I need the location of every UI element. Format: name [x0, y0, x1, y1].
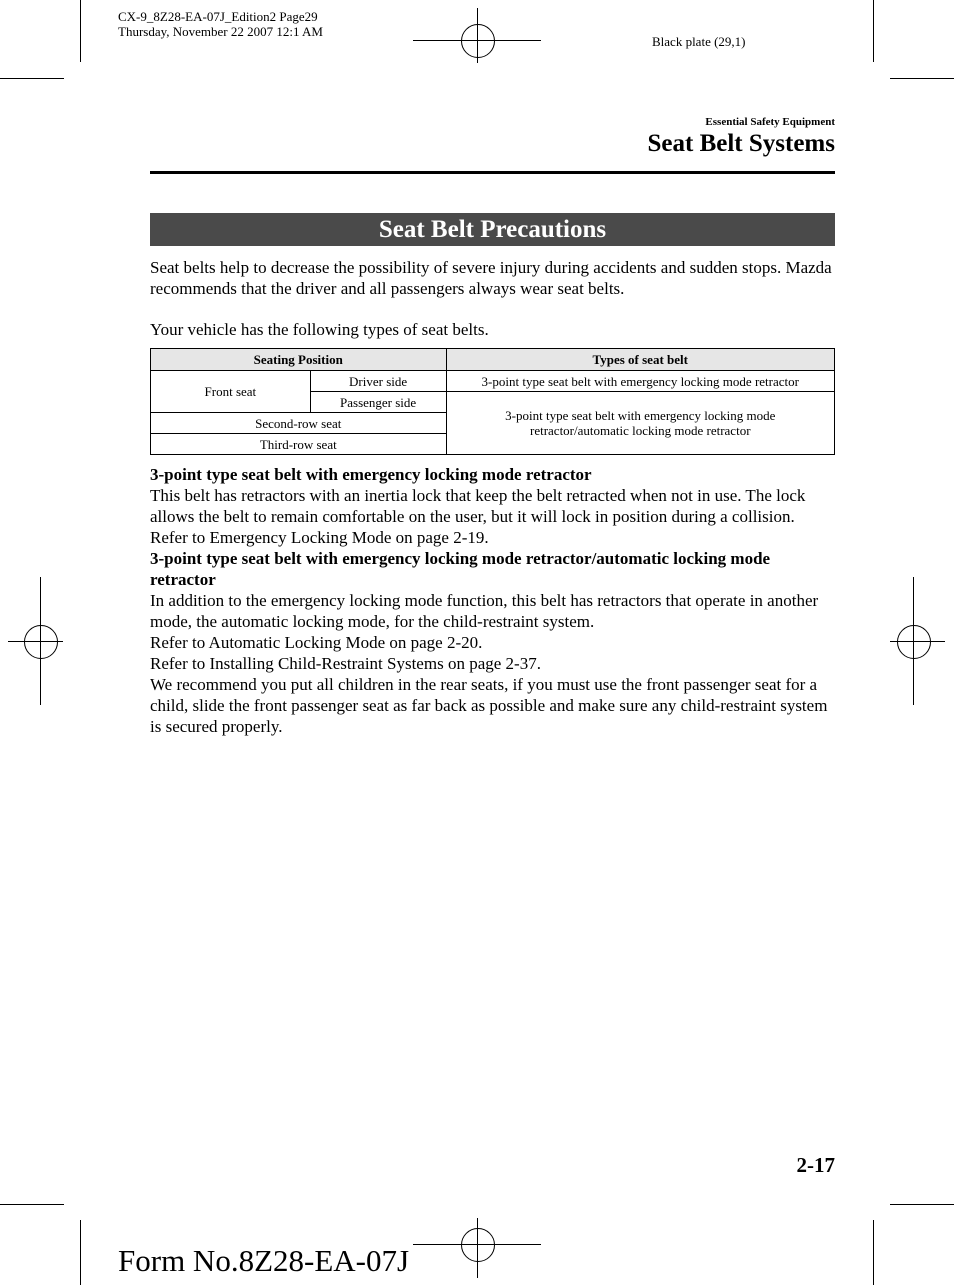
crop-mark — [80, 1220, 81, 1285]
heading-elr-alr: 3-point type seat belt with emergency locking mode retractor/automatic locking mode retractor — [150, 549, 771, 589]
cell-type-elr: 3-point type seat belt with emergency locking mode retractor — [446, 371, 834, 392]
seat-belt-table — [150, 348, 835, 455]
table-row — [151, 371, 835, 392]
crop-mark — [80, 0, 81, 62]
cell-second-row: Second-row seat — [151, 413, 447, 434]
title-rule — [150, 171, 835, 174]
crop-mark — [0, 78, 64, 79]
print-header — [118, 9, 323, 39]
crop-mark — [890, 1204, 954, 1205]
reference-link-child-restraint: Refer to Installing Child-Restraint Systems on page 2-37. — [150, 654, 541, 673]
cell-passenger-side: Passenger side — [310, 392, 446, 413]
heading-elr: 3-point type seat belt with emergency locking mode retractor — [150, 465, 592, 484]
cell-driver-side: Driver side — [310, 371, 446, 392]
content-text — [150, 464, 840, 737]
paragraph: This belt has retractors with an inertia lock that keep the belt retracted when not in use. The lock allows the belt to remain comfortable on the user, but it will lock in position during a collision. — [150, 486, 806, 526]
reference-link-automatic-locking: Refer to Automatic Locking Mode on page 2-20. — [150, 633, 483, 652]
precautions-banner: Seat Belt Precautions — [150, 213, 835, 246]
table-header-types: Types of seat belt — [446, 349, 834, 371]
crop-mark — [0, 1204, 64, 1205]
print-header-line1: CX-9_8Z28-EA-07J_Edition2 Page29 — [118, 9, 318, 24]
intro-text — [150, 257, 840, 340]
crop-mark — [873, 0, 874, 62]
cell-type-elr-alr: 3-point type seat belt with emergency locking mode retractor/automatic locking mode retractor — [446, 392, 834, 455]
cell-front-seat: Front seat — [151, 371, 311, 413]
table-header-row — [151, 349, 835, 371]
form-number: Form No.8Z28-EA-07J — [118, 1243, 410, 1278]
page-number: 2-17 — [796, 1153, 835, 1177]
intro-paragraph: Seat belts help to decrease the possibility of severe injury during accidents and sudden stops. Mazda recommends that the driver and all passengers always wear seat belts. — [150, 258, 832, 298]
reference-link-emergency-locking: Refer to Emergency Locking Mode on page 2-19. — [150, 528, 489, 547]
crop-mark — [890, 78, 954, 79]
paragraph: We recommend you put all children in the rear seats, if you must use the front passenger seat for a child, slide the front passenger seat as far back as possible and make sure any child-restraint system is secured properly. — [150, 675, 828, 736]
section-label: Essential Safety Equipment — [705, 116, 835, 128]
plate-label: Black plate (29,1) — [652, 34, 746, 49]
section-title: Seat Belt Systems — [647, 130, 835, 157]
print-header-line2: Thursday, November 22 2007 12:1 AM — [118, 24, 323, 39]
cell-third-row: Third-row seat — [151, 434, 447, 455]
table-header-seating: Seating Position — [151, 349, 447, 371]
paragraph: In addition to the emergency locking mode function, this belt has retractors that operate in another mode, the automatic locking mode, for the child-restraint system. — [150, 591, 819, 631]
crop-mark — [873, 1220, 874, 1285]
intro-paragraph: Your vehicle has the following types of seat belts. — [150, 320, 489, 339]
